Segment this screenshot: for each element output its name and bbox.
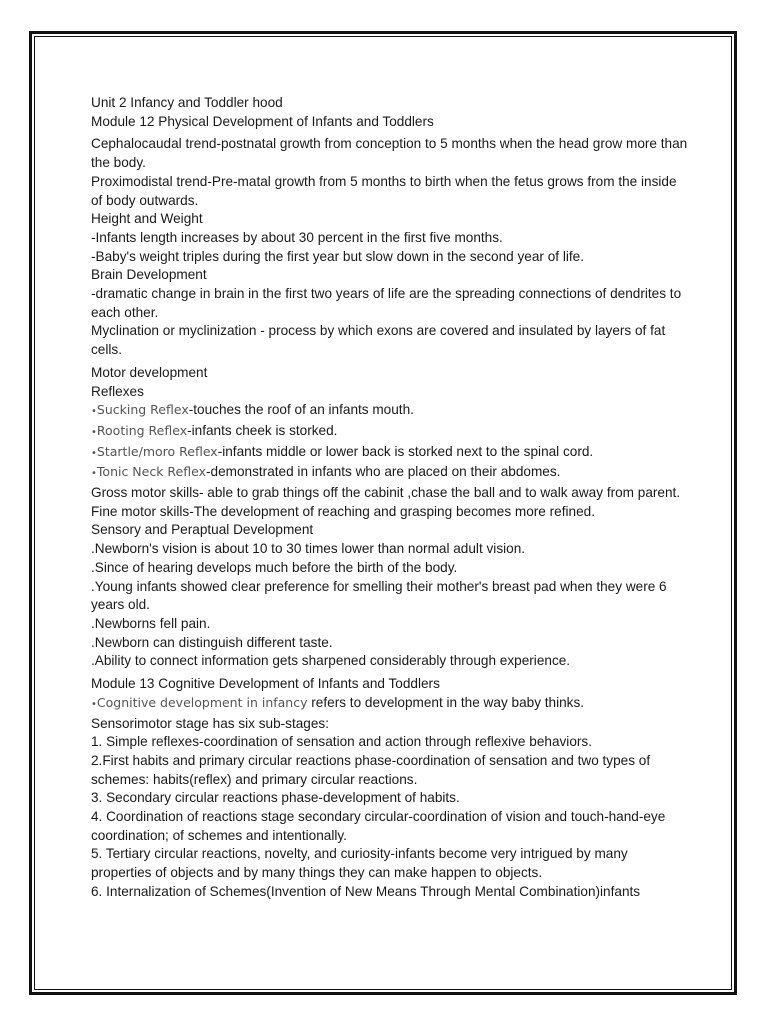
proximodistal-paragraph: Proximodistal trend-Pre-matal growth from 5 months to birth when the fetus grows from the inside of body outwards. [91,173,677,208]
reflex-name: Tonic Neck Reflex [96,464,206,480]
motor-heading: Motor development [91,364,208,380]
brain-line: -dramatic change in brain in the first two years of life are the spreading connections of dendrites to each other. [91,286,682,320]
sensory-item: .Newborns fell pain. [91,615,211,631]
bullet-icon: • [91,406,97,418]
substage-item: 1. Simple reflexes-coordination of sensation and action through reflexive behaviors. [91,734,592,750]
reflex-item [91,463,691,484]
reflex-desc: -infants middle or lower back is storked next to the spinal cord. [217,443,594,459]
sensory-heading: Sensory and Peraptual Development [91,522,314,538]
sensory-item: .Young infants showed clear preference for smelling their mother's breast pad when they were 6 years old. [91,578,667,613]
substage-item: 6. Internalization of Schemes(Invention of New Means Through Mental Combination)infants [91,883,641,899]
module12-heading: Module 12 Physical Development of Infants and Toddlers [91,113,434,129]
gross-motor-line: Gross motor skills- able to grab things off the cabinit ,chase the ball and to walk away from parent. [91,485,681,501]
reflex-desc: -infants cheek is storked. [187,422,338,438]
reflex-desc: -demonstrated in infants who are placed on their abdomes. [206,464,561,480]
reflex-name: Startle/moro Reflex [96,443,218,459]
height-weight-heading: Height and Weight [91,211,203,227]
bullet-icon: • [91,447,97,459]
bullet-icon: • [91,468,97,480]
bullet-icon: • [91,426,97,438]
substage-item: 4. Coordination of reactions stage secondary circular-coordination of vision and touch-hand-eye coordination; of schemes and intentionally. [91,809,666,843]
cephalocaudal-paragraph: Cephalocaudal trend-postnatal growth from conception to 5 months when the head grow more than the body. [91,136,688,171]
module13-heading: Module 13 Cognitive Development of Infants and Toddlers [91,676,440,692]
substage-item: 3. Secondary circular reactions phase-development of habits. [91,790,460,806]
sensory-item: .Newborn's vision is about 10 to 30 times lower than normal adult vision. [91,541,526,557]
reflex-desc: -touches the roof of an infants mouth. [188,402,414,418]
height-line: -Infants length increases by about 30 percent in the first five months. [91,229,503,245]
weight-line: -Baby's weight triples during the first year but slow down in the second year of life. [91,248,584,264]
substage-item: 2.First habits and primary circular reactions phase-coordination of sensation and two types of schemes: habits(reflex) and primary circular reactions. [91,752,651,787]
document-body [91,94,691,902]
reflex-name: Rooting Reflex [96,422,188,438]
brain-heading: Brain Development [91,267,207,283]
sensorimotor-intro: Sensorimotor stage has six sub-stages: [91,715,330,731]
cognitive-desc: refers to development in the way baby thinks. [307,694,585,710]
reflexes-heading: Reflexes [91,383,144,399]
bullet-icon: • [91,698,97,710]
cognitive-term: Cognitive development in infancy [96,694,308,710]
fine-motor-line: Fine motor skills-The development of reaching and grasping becomes more refined. [91,503,595,519]
myelination-line: Myclination or myclinization - process by which exons are covered and insulated by layers of fat cells. [91,323,666,358]
sensory-item: .Ability to connect information gets sharpened considerably through experience. [91,653,571,669]
sensory-item: .Newborn can distinguish different taste. [91,634,333,650]
reflex-item [91,401,691,422]
substage-item: 5. Tertiary circular reactions, novelty, and curiosity-infants become very intrigued by many properties of objects and by many things they can make happen to objects. [91,846,628,881]
cognitive-line [91,694,691,715]
reflex-name: Sucking Reflex [96,402,189,418]
unit-heading: Unit 2 Infancy and Toddler hood [91,95,283,110]
reflex-item [91,422,691,443]
sensory-item: .Since of hearing develops much before the birth of the body. [91,559,458,575]
reflex-item [91,443,691,464]
